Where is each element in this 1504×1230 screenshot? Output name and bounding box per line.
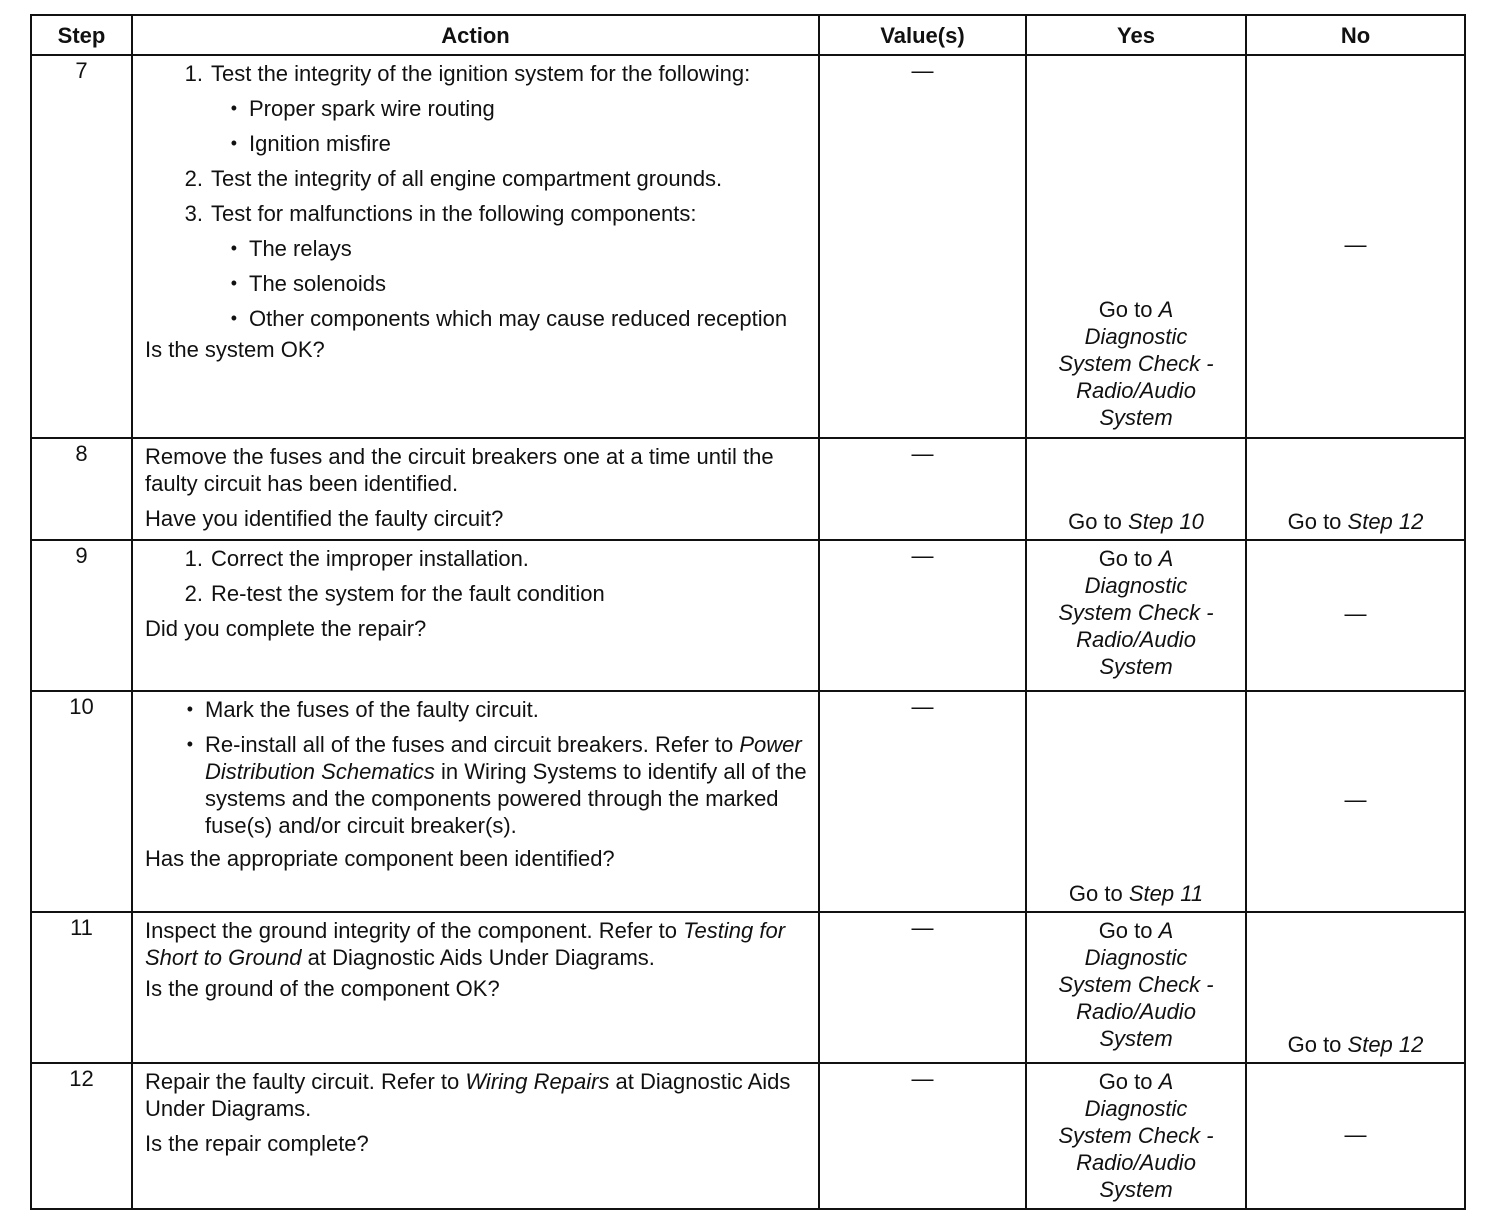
header-step: Step: [31, 15, 132, 55]
bullet-item: • The solenoids: [230, 271, 386, 296]
instruction-text: Inspect the ground integrity of the component. Refer to Testing for Short to Ground at Diagnostic Aids Under Diagrams.: [145, 918, 786, 970]
diagnostic-table: [30, 14, 1466, 1210]
numbered-item: 1. Correct the improper installation.: [184, 546, 529, 571]
no-cell: Go to Step 12: [1246, 912, 1465, 1063]
action-cell: [132, 1063, 819, 1209]
value-cell: —: [819, 540, 1026, 691]
header-no: No: [1246, 15, 1465, 55]
question-text: Is the system OK?: [145, 337, 325, 362]
yes-cell: Go to Step 11: [1026, 691, 1246, 912]
yes-cell: Go to A Diagnostic System Check - Radio/Audio System: [1026, 540, 1246, 691]
action-cell: [132, 540, 819, 691]
yes-cell: Go to A Diagnostic System Check - Radio/Audio System: [1026, 55, 1246, 438]
header-yes: Yes: [1026, 15, 1246, 55]
bullet-item: • The relays: [230, 236, 352, 261]
table-row: [31, 540, 1465, 691]
bullet-item: • Mark the fuses of the faulty circuit.: [186, 697, 539, 722]
bullet-item: • Other components which may cause reduced reception: [230, 306, 788, 331]
step-number: 11: [31, 912, 132, 1063]
step-number: 12: [31, 1063, 132, 1209]
action-cell: [132, 691, 819, 912]
table-header-row: [31, 15, 1465, 55]
numbered-item: 3. Test for malfunctions in the following components:: [184, 201, 697, 226]
step-number: 9: [31, 540, 132, 691]
yes-cell: Go to A Diagnostic System Check - Radio/Audio System: [1026, 912, 1246, 1063]
question-text: Has the appropriate component been identified?: [145, 846, 615, 871]
value-cell: —: [819, 912, 1026, 1063]
numbered-item: 1. Test the integrity of the ignition system for the following:: [184, 61, 751, 86]
header-action: Action: [132, 15, 819, 55]
instruction-text: Repair the faulty circuit. Refer to Wiring Repairs at Diagnostic Aids Under Diagrams.: [145, 1069, 791, 1121]
step-number: 10: [31, 691, 132, 912]
question-text: Is the repair complete?: [145, 1131, 369, 1156]
yes-cell: Go to A Diagnostic System Check - Radio/Audio System: [1026, 1063, 1246, 1209]
no-cell: Go to Step 12: [1246, 438, 1465, 540]
table-row: [31, 55, 1465, 438]
value-cell: —: [819, 1063, 1026, 1209]
no-cell: —: [1246, 540, 1465, 691]
bullet-item: • Ignition misfire: [230, 131, 391, 156]
table-row: [31, 438, 1465, 540]
question-text: Did you complete the repair?: [145, 616, 427, 641]
bullet-item: • Proper spark wire routing: [230, 96, 495, 121]
action-cell: [132, 438, 819, 540]
numbered-item: 2. Test the integrity of all engine compartment grounds.: [184, 166, 723, 191]
table-row: [31, 912, 1465, 1063]
step-number: 8: [31, 438, 132, 540]
action-cell: [132, 55, 819, 438]
value-cell: —: [819, 691, 1026, 912]
no-cell: —: [1246, 55, 1465, 438]
action-cell: [132, 912, 819, 1063]
bullet-item: • Re-install all of the fuses and circuit breakers. Refer to Power Distribution Schematics in Wiring Systems to identify all of the systems and the components powered through the marked fuse(s) and/or circuit breaker(s).: [186, 732, 807, 838]
table-row: [31, 691, 1465, 912]
table-row: [31, 1063, 1465, 1209]
instruction-text: Remove the fuses and the circuit breakers one at a time until the faulty circuit has been identified.: [145, 444, 774, 496]
no-cell: —: [1246, 1063, 1465, 1209]
yes-cell: Go to Step 10: [1026, 438, 1246, 540]
question-text: Have you identified the faulty circuit?: [145, 506, 504, 531]
numbered-item: 2. Re-test the system for the fault condition: [184, 581, 605, 606]
header-values: Value(s): [819, 15, 1026, 55]
no-cell: —: [1246, 691, 1465, 912]
value-cell: —: [819, 55, 1026, 438]
value-cell: —: [819, 438, 1026, 540]
question-text: Is the ground of the component OK?: [145, 976, 500, 1001]
step-number: 7: [31, 55, 132, 438]
